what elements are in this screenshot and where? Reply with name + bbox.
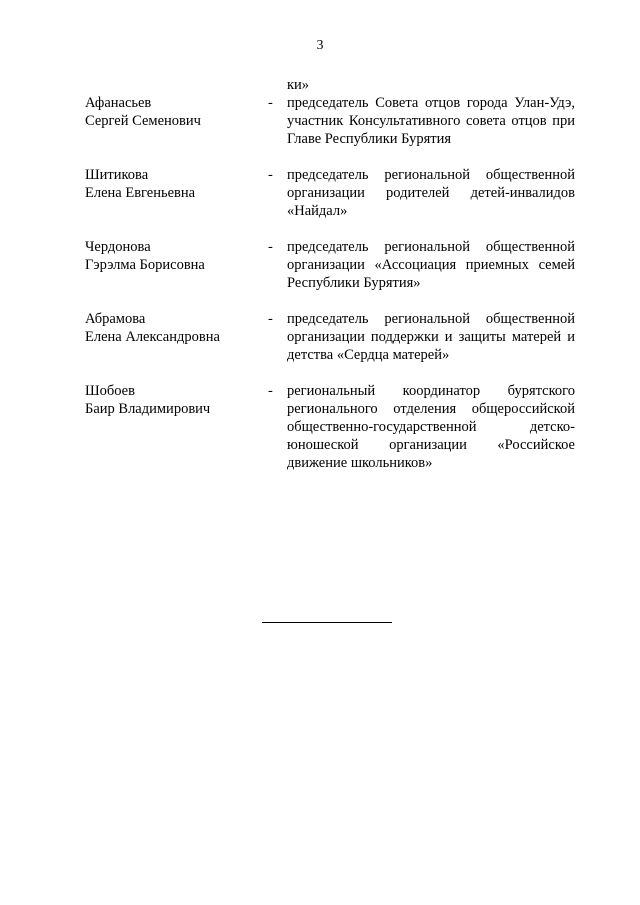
member-dash: - xyxy=(268,311,273,327)
member-dash: - xyxy=(268,383,273,399)
member-row xyxy=(85,310,575,364)
members-list xyxy=(85,94,575,490)
member-row xyxy=(85,166,575,220)
member-name xyxy=(85,238,268,292)
end-divider-line xyxy=(262,622,392,623)
member-name xyxy=(85,310,268,364)
member-role: председатель региональной общественной организации поддержки и защиты матерей и детства «Сердца матерей» xyxy=(287,311,575,363)
member-given-name: Сергей Семенович xyxy=(85,113,201,129)
member-role: председатель региональной общественной организации родителей детей-инвалидов «Найдал» xyxy=(287,167,575,219)
member-given-name: Баир Владимирович xyxy=(85,401,211,417)
member-surname: Абрамова xyxy=(85,311,146,327)
member-row xyxy=(85,94,575,148)
member-role: председатель региональной общественной организации «Ассоциация приемных семей Республики Бурятия» xyxy=(287,239,575,291)
member-name xyxy=(85,166,268,220)
member-surname: Шитикова xyxy=(85,167,149,183)
member-dash: - xyxy=(268,239,273,255)
member-given-name: Гэрэлма Борисовна xyxy=(85,257,205,273)
member-dash: - xyxy=(268,167,273,183)
member-given-name: Елена Александровна xyxy=(85,329,220,345)
continuation-text: ки» xyxy=(287,77,310,93)
member-surname: Шобоев xyxy=(85,383,135,399)
member-dash: - xyxy=(268,95,273,111)
member-given-name: Елена Евгеньевна xyxy=(85,185,196,201)
member-surname: Чердонова xyxy=(85,239,151,255)
member-role: председатель Совета отцов города Улан-Удэ, участник Консультативного совета отцов при Главе Республики Бурятия xyxy=(287,95,575,147)
member-row xyxy=(85,238,575,292)
member-row xyxy=(85,382,575,472)
member-name xyxy=(85,94,268,148)
page-number: 3 xyxy=(316,38,324,53)
member-role: региональный координатор бурятского регионального отделения общероссийской общественно-государственной детско-юношеской организации «Российское движение школьников» xyxy=(287,383,575,471)
member-name xyxy=(85,382,268,472)
member-surname: Афанасьев xyxy=(85,95,152,111)
